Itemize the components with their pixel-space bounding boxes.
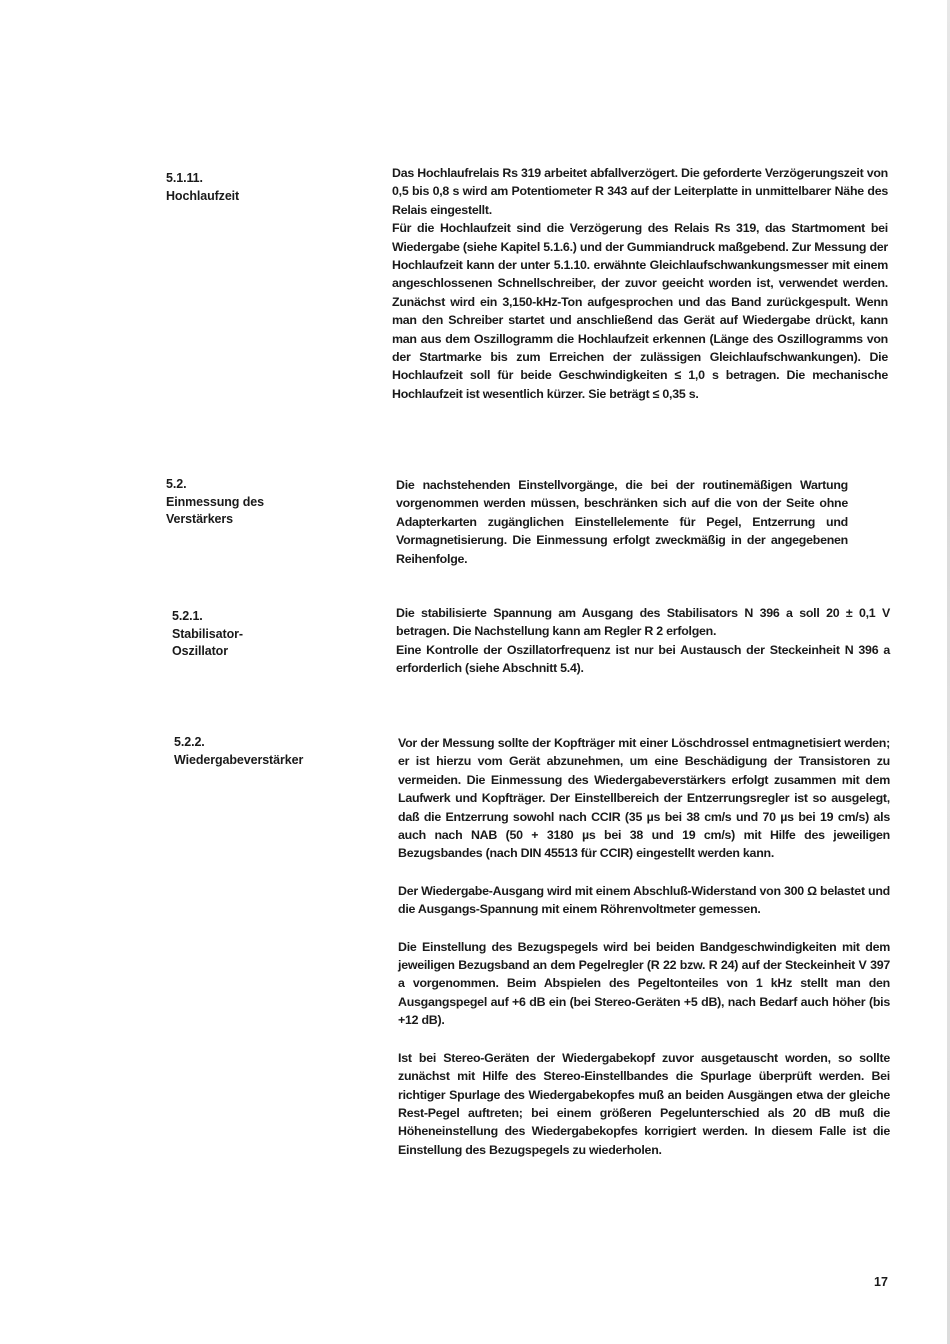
section-number: 5.2.2. [174,735,205,749]
section-number: 5.1.11. [166,171,203,185]
section-heading [166,476,286,529]
section-title: Stabilisator-Oszillator [172,626,243,658]
section-body [396,604,890,678]
paragraph: Vor der Messung sollte der Kopfträger mit einer Löschdrossel entmagnetisiert werden; er ist hierzu vom Gerät abzunehmen, um eine Beschädigung der Transistoren zu vermeiden. Die Einmessung des Wiedergabeverstärkers erfolgt zusammen mit dem Laufwerk und Kopfträger. Der Einstellbereich der Entzerrungsregler ist so ausgelegt, daß die Entzerrung sowohl nach CCIR (35 µs bei 38 cm/s und 70 µs bei 19 cm/s) als auch nach NAB (50 + 3180 µs bei 38 und 19 cm/s) mit Hilfe des jeweiligen Bezugsbandes (nach DIN 45513 für CCIR) eingestellt werden kann. [398,736,890,861]
section-number: 5.2.1. [172,609,203,623]
section-heading [172,608,272,661]
page-number: 17 [874,1275,888,1289]
paragraph: Ist bei Stereo-Geräten der Wiedergabekopf zuvor ausgetauscht worden, so sollte zunächst mit Hilfe des Stereo-Einstellbandes die Spurlage überprüft werden. Bei richtiger Spurlage des Wiedergabekopfes muß an beiden Ausgängen etwa der gleiche Rest-Pegel auftreten; bei einem größeren Pegelunterschied als 20 dB muß die Höheneinstellung des Wiedergabekopfes korrigiert werden. In diesem Falle ist die Einstellung des Bezugspegels zu wiederholen. [398,1050,890,1157]
section-title: Hochlaufzeit [166,188,240,203]
section-heading [166,170,366,205]
paragraph: Die nachstehenden Einstellvorgänge, die bei der routinemäßigen Wartung vorgenommen werden müssen, beschränken sich auf die von der Seite ohne Adapterkarten zugänglichen Einstellelemente für Pegel, Entzerrung und Vormagnetisierung. Die Einmessung erfolgt zweckmäßig in der angegebenen Reihenfolge. [396,478,848,566]
section-body [392,164,888,403]
section-title: Wiedergabeverstärker [174,752,304,767]
section-body [398,734,890,1159]
section-number: 5.2. [166,477,187,491]
paragraph: Das Hochlaufrelais Rs 319 arbeitet abfallverzögert. Die geforderte Verzögerungszeit von 0,5 bis 0,8 s wird am Potentiometer R 343 auf der Leiterplatte in unmittelbarer Nähe des Relais eingestellt. Für die Hochlaufzeit sind die Verzögerung des Relais Rs 319, das Startmoment bei Wiedergabe (siehe Kapitel 5.1.6.) und der Gummiandruck maßgebend. Zur Messung der Hochlaufzeit kann der unter 5.1.10. erwähnte Gleichlaufschwankungsmesser mit einem angeschlossenen Schnellschreiber, der zuvor geeicht worden ist, verwendet werden. Zunächst wird ein 3,150-kHz-Ton aufgesprochen und das Band zurückgespult. Wenn man den Schreiber startet und anschließend das Gerät auf Wiedergabe drückt, kann man aus dem Oszillogramm die Hochlaufzeit erkennen (Länge des Oszillogramms von der Startmarke bis zum Erreichen der zulässigen Gleichlaufschwankungen). Die Hochlaufzeit soll für beide Geschwindigkeiten ≤ 1,0 s betragen. Die mechanische Hochlaufzeit ist wesentlich kürzer. Sie beträgt ≤ 0,35 s. [392,166,888,401]
section-title: Einmessung des Verstärkers [166,494,264,526]
paragraph: Der Wiedergabe-Ausgang wird mit einem Abschluß-Widerstand von 300 Ω belastet und die Ausgangs-Spannung mit einem Röhrenvoltmeter gemessen. [398,883,890,917]
section-body [396,476,848,568]
paragraph: Die stabilisierte Spannung am Ausgang des Stabilisators N 396 a soll 20 ± 0,1 V betragen. Die Nachstellung kann am Regler R 2 erfolgen. Eine Kontrolle der Oszillatorfrequenz ist nur bei Austausch der Steckeinheit N 396 a erforderlich (siehe Abschnitt 5.4). [396,606,890,676]
paragraph: Die Einstellung des Bezugspegels wird bei beiden Bandgeschwindigkeiten mit dem jeweiligen Bezugsband an dem Pegelregler (R 22 bzw. R 24) auf der Steckeinheit V 397 a vorgenommen. Beim Abspielen des Pegeltonteiles von 1 kHz stellt man den Ausgangspegel auf +6 dB ein (bei Stereo-Geräten +5 dB), nach Bedarf auch höher (bis +12 dB). [398,939,890,1028]
section-heading [174,734,304,769]
